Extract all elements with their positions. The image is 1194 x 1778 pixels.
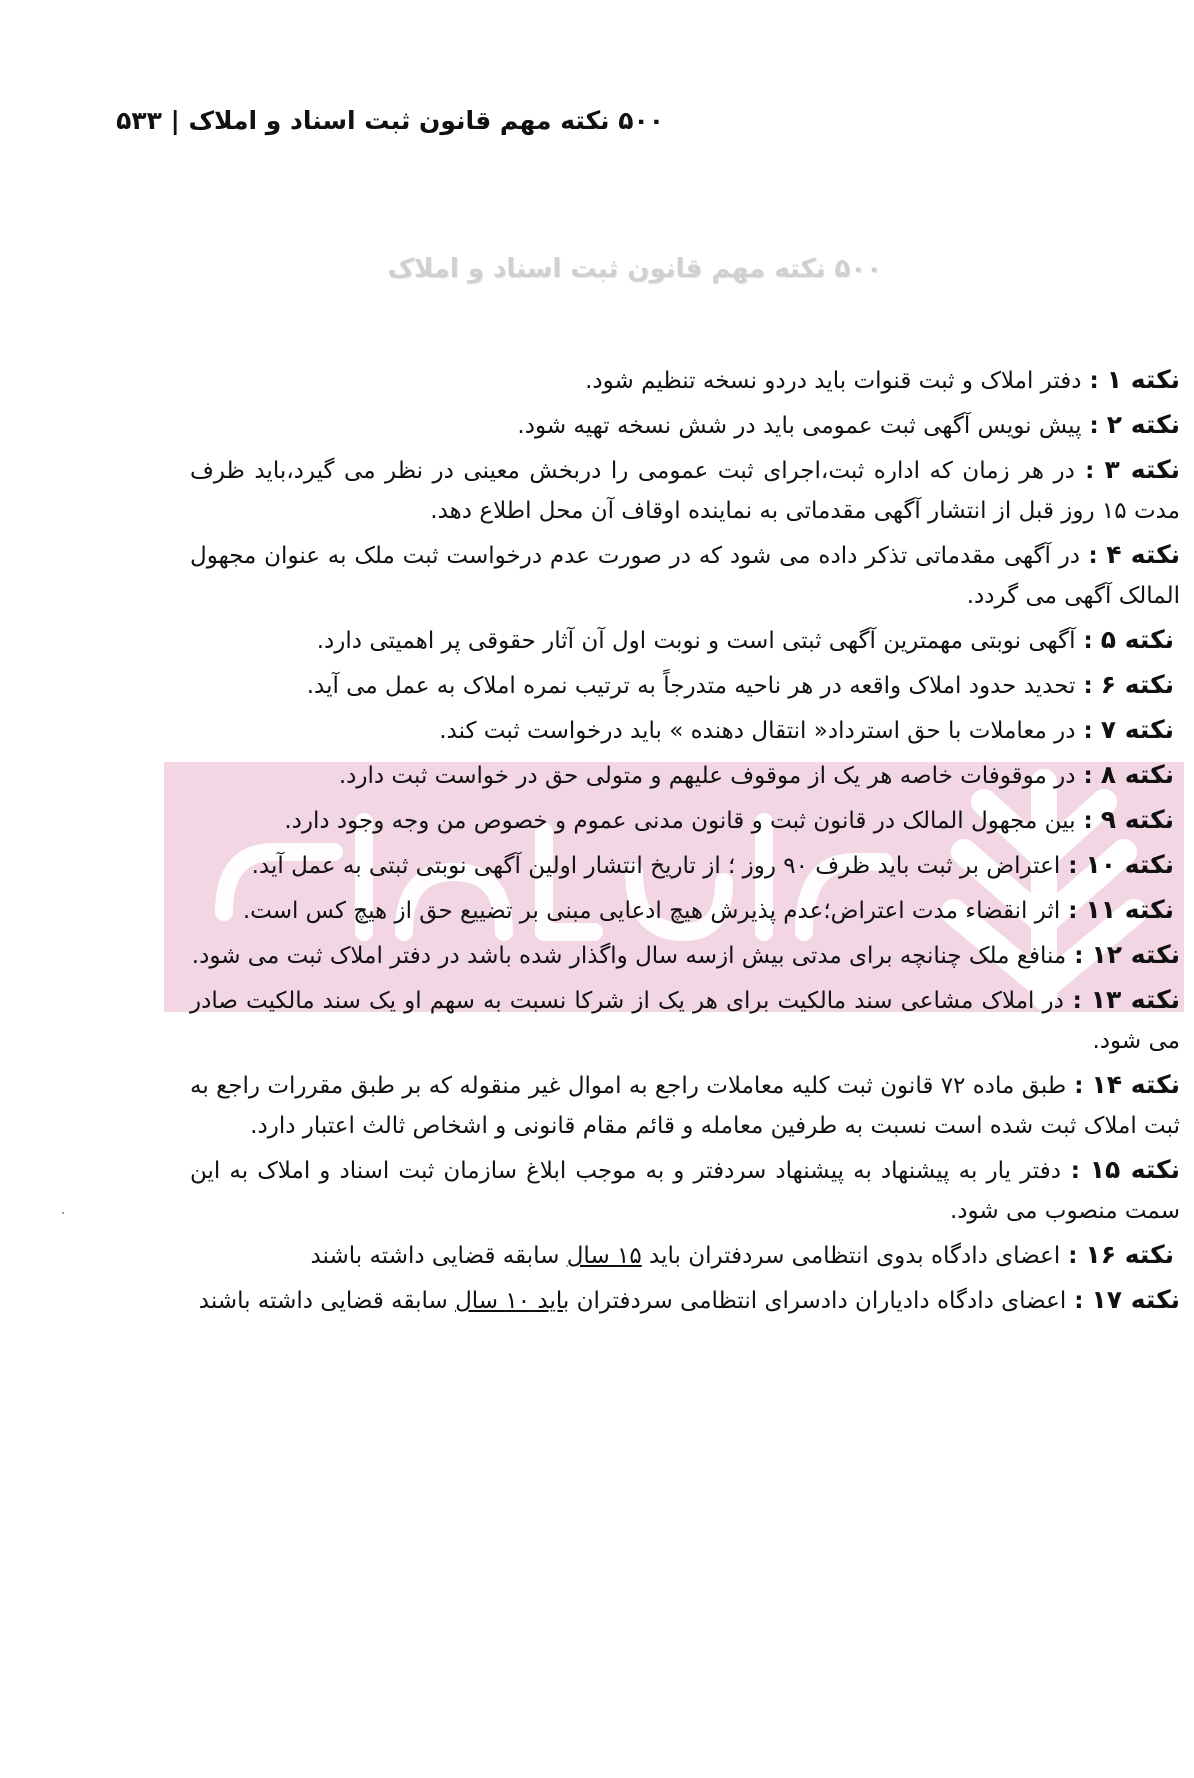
note-item: نکته ۱۵ : دفتر یار به پیشنهاد به پیشنهاد سردفتر و به موجب ابلاغ سازمان ثبت اسناد و املاک به این سمت منصوب می شود. — [190, 1155, 1180, 1224]
note-label: نکته ۱۷ — [1091, 1285, 1180, 1314]
note-item: نکته ۶ : تحدید حدود املاک واقعه در هر ناحیه متدرجاً به ترتیب نمره املاک به عمل می آید. — [306, 670, 1174, 699]
note-text: در معاملات با حق استرداد« انتقال دهنده » باید درخواست ثبت کند. — [439, 718, 1076, 744]
note-item: نکته ۱۶ : اعضای دادگاه بدوی انتظامی سردفتران باید ۱۵ سال سابقه قضایی داشته باشند — [310, 1240, 1174, 1269]
note-text: در آگهی مقدماتی تذکر داده می شود که در صورت عدم درخواست ثبت ملک به عنوان مجهول المالک آگهی می گردد. — [190, 543, 1180, 609]
note-item: نکته ۱۷ : اعضای دادگاه دادیاران دادسرای انتظامی سردفتران باید ۱۰ سال سابقه قضایی داشته باشند — [198, 1285, 1180, 1314]
note-text: سابقه قضایی داشته باشند — [198, 1288, 456, 1314]
note-label: نکته ۳ — [1104, 455, 1180, 484]
note-label: نکته ۱۲ — [1091, 940, 1180, 969]
notes-list — [190, 360, 1180, 1325]
note-text: اعضای دادگاه بدوی انتظامی سردفتران باید — [641, 1243, 1061, 1269]
note-text: در موقوفات خاصه هر یک از موقوف علیهم و متولی حق در خواست ثبت دارد. — [338, 763, 1076, 789]
note-text: بین مجهول المالک در قانون ثبت و قانون مدنی عموم و خصوص من وجه وجود دارد. — [284, 808, 1076, 834]
note-text: آگهی نوبتی مهمترین آگهی ثبتی است و نوبت اول آن آثار حقوقی پر اهمیتی دارد. — [316, 628, 1076, 654]
note-text-underlined: ۱۵ سال — [566, 1243, 642, 1269]
note-item: نکته ۱۳ : در املاک مشاعی سند مالکیت برای هر یک از شرکا نسبت به سهم او یک سند مالکیت صادر می شود. — [190, 985, 1181, 1054]
note-text: منافع ملک چنانچه برای مدتی بیش ازسه سال واگذار شده باشد در دفتر املاک ثبت می شود. — [191, 943, 1067, 969]
note-item: نکته ۱۰ : اعتراض بر ثبت باید ظرف ۹۰ روز ؛ از تاریخ انتشار اولین آگهی نوبتی ثبتی به عمل آید. — [251, 850, 1174, 879]
note-text-underlined: باید ۱۰ سال — [455, 1288, 570, 1314]
note-item: نکته ۱ : دفتر املاک و ثبت قنوات باید دردو نسخه تنظیم شود. — [585, 365, 1180, 394]
note-item: نکته ۹ : بین مجهول المالک در قانون ثبت و قانون مدنی عموم و خصوص من وجه وجود دارد. — [284, 805, 1174, 834]
note-item: نکته ۱۴ : طبق ماده ۷۲ قانون ثبت کلیه معاملات راجع به اموال غیر منقوله که بر طبق مقررات راجع به ثبت املاک ثبت شده است نسبت به طرفین معامله و قائم مقام قانونی و اشخاص ثالث اعتبار دارد. — [190, 1070, 1180, 1139]
note-item: نکته ۷ : در معاملات با حق استرداد« انتقال دهنده » باید درخواست ثبت کند. — [439, 715, 1174, 744]
note-item: نکته ۴ : در آگهی مقدماتی تذکر داده می شود که در صورت عدم درخواست ثبت ملک به عنوان مجهول المالک آگهی می گردد. — [190, 540, 1181, 609]
note-label: نکته ۱۰ — [1085, 850, 1174, 879]
note-text: اعتراض بر ثبت باید ظرف ۹۰ روز ؛ از تاریخ انتشار اولین آگهی نوبتی ثبتی به عمل آید. — [251, 853, 1061, 879]
note-label: نکته ۸ — [1100, 760, 1174, 789]
note-item: نکته ۳ : در هر زمان که اداره ثبت،اجرای ثبت عمومی را دربخش معینی در نظر می گیرد،باید ظرف مدت ۱۵ روز قبل از انتشار آگهی مقدماتی به نماینده اوقاف آن محل اطلاع دهد. — [190, 455, 1180, 524]
note-label: نکته ۱۱ — [1085, 895, 1174, 924]
section-title: ۵۰۰ نکته مهم قانون ثبت اسناد و املاک — [387, 254, 882, 284]
note-label: نکته ۶ — [1100, 670, 1174, 699]
note-text: طبق ماده ۷۲ قانون ثبت کلیه معاملات راجع به اموال غیر منقوله که بر طبق مقررات راجع به ثبت املاک ثبت شده است نسبت به طرفین معامله و قائم مقام قانونی و اشخاص ثالث اعتبار دارد. — [190, 1073, 1180, 1139]
note-item: نکته ۱۱ : اثر انقضاء مدت اعتراض؛عدم پذیرش هیچ ادعایی مبنی بر تضییع حق از هیچ کس است. — [242, 895, 1174, 924]
note-text: اعضای دادگاه دادیاران دادسرای انتظامی سردفتران — [569, 1288, 1067, 1314]
note-label: نکته ۱۵ — [1089, 1155, 1180, 1184]
note-text: سابقه قضایی داشته باشند — [310, 1243, 567, 1269]
note-item: نکته ۸ : در موقوفات خاصه هر یک از موقوف علیهم و متولی حق در خواست ثبت دارد. — [338, 760, 1174, 789]
scan-speck — [62, 1212, 64, 1214]
note-label: نکته ۱۶ — [1085, 1240, 1174, 1269]
note-label: نکته ۲ — [1106, 410, 1180, 439]
note-text: دفتر یار به پیشنهاد به پیشنهاد سردفتر و به موجب ابلاغ سازمان ثبت اسناد و املاک به این سمت منصوب می شود. — [190, 1158, 1180, 1224]
note-label: نکته ۱ — [1106, 365, 1180, 394]
note-item: نکته ۲ : پیش نویس آگهی ثبت عمومی باید در شش نسخه تهیه شود. — [517, 410, 1180, 439]
note-item: نکته ۱۲ : منافع ملک چنانچه برای مدتی بیش ازسه سال واگذار شده باشد در دفتر املاک ثبت می شود. — [191, 940, 1180, 969]
note-label: نکته ۱۳ — [1090, 985, 1181, 1014]
note-item: نکته ۵ : آگهی نوبتی مهمترین آگهی ثبتی است و نوبت اول آن آثار حقوقی پر اهمیتی دارد. — [316, 625, 1174, 654]
running-header: ۵۰۰ نکته مهم قانون ثبت اسناد و املاک | ۵۳۳ — [116, 106, 664, 135]
note-text: پیش نویس آگهی ثبت عمومی باید در شش نسخه تهیه شود. — [517, 413, 1082, 439]
note-text: دفتر املاک و ثبت قنوات باید دردو نسخه تنظیم شود. — [585, 368, 1082, 394]
note-text: اثر انقضاء مدت اعتراض؛عدم پذیرش هیچ ادعایی مبنی بر تضییع حق از هیچ کس است. — [242, 898, 1061, 924]
note-text: در املاک مشاعی سند مالکیت برای هر یک از شرکا نسبت به سهم او یک سند مالکیت صادر می شود. — [190, 988, 1180, 1054]
note-label: نکته ۴ — [1106, 540, 1181, 569]
note-text: در هر زمان که اداره ثبت،اجرای ثبت عمومی را دربخش معینی در نظر می گیرد،باید ظرف مدت ۱۵ روز قبل از انتشار آگهی مقدماتی به نماینده اوقاف آن محل اطلاع دهد. — [190, 458, 1180, 524]
note-label: نکته ۱۴ — [1091, 1070, 1180, 1099]
note-label: نکته ۹ — [1100, 805, 1174, 834]
note-label: نکته ۷ — [1100, 715, 1174, 744]
note-label: نکته ۵ — [1100, 625, 1174, 654]
note-text: تحدید حدود املاک واقعه در هر ناحیه متدرجاً به ترتیب نمره املاک به عمل می آید. — [306, 673, 1076, 699]
